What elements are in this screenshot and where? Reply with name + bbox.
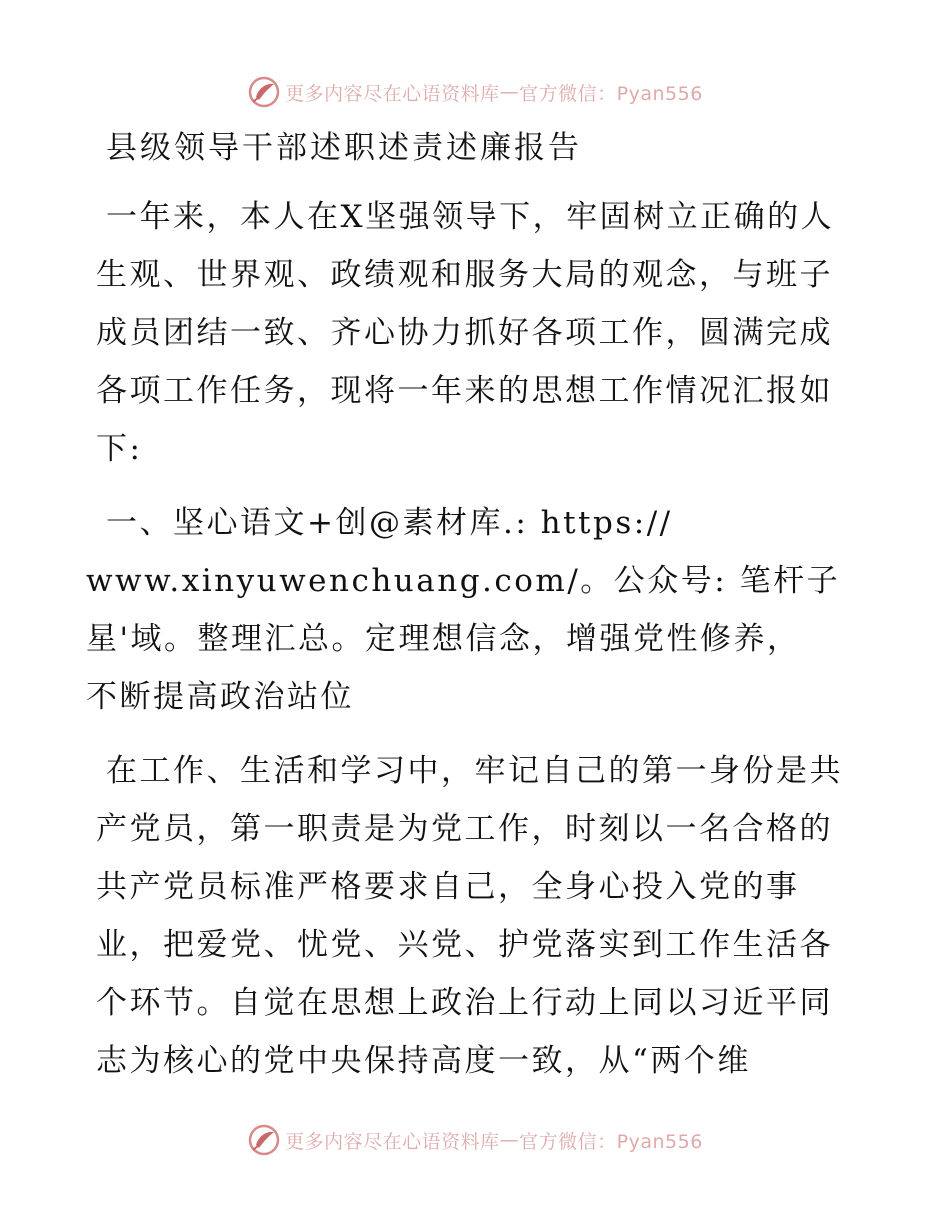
header-watermark-banner <box>0 72 950 112</box>
banner-main-text: 更多内容尽在心语资料库 <box>285 82 500 105</box>
section-heading-line-1: 一、坚心语文+创@素材库.: https:// <box>106 505 673 541</box>
section-heading-line-3: 星'域。整理汇总。定理想信念，增强党性修养， <box>86 621 801 657</box>
banner-separator: — <box>499 81 520 103</box>
document-body <box>86 126 856 1106</box>
footer-watermark-banner <box>0 1120 950 1160</box>
document-title: 县级领导干部述职述责述廉报告 <box>106 130 582 166</box>
section-heading-1 <box>86 494 856 726</box>
pen-swirl-logo-icon <box>247 1123 281 1157</box>
banner-main-text: 更多内容尽在心语资料库 <box>285 1130 500 1153</box>
banner-wechat-text: 官方微信：Pyan556 <box>519 1130 703 1153</box>
paragraph-body-1: 在工作、生活和学习中，牢记自己的第一身份是共产党员，第一职责是为党工作，时刻以一名合格的共产党员标准严格要求自己，全身心投入党的事业，把爱党、忧党、兴党、护党落实到工作生活各个环节。自觉在思想上政治上行动上同以习近平同志为核心的党中央保持高度一致，从“两个维 <box>96 753 843 1079</box>
banner-wechat-text: 官方微信：Pyan556 <box>519 82 703 105</box>
banner-separator: — <box>499 1129 520 1151</box>
section-heading-line-4: 不断提高政治站位 <box>86 679 354 715</box>
section-heading-line-2: www.xinyuwenchuang.com/。公众号: 笔杆子 <box>86 563 841 599</box>
paragraph-intro: 一年来，本人在X坚强领导下，牢固树立正确的人生观、世界观、政绩观和服务大局的观念，与班子成员团结一致、齐心协力抓好各项工作，圆满完成各项工作任务，现将一年来的思想工作情况汇报如下: <box>96 199 835 467</box>
pen-swirl-logo-icon <box>247 75 281 109</box>
